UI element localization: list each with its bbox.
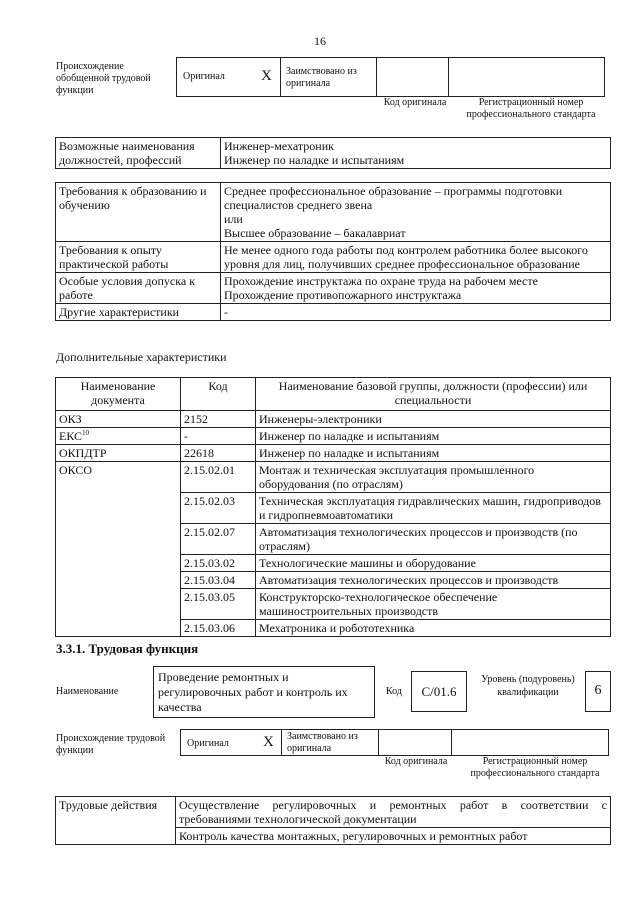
origin-code-caption: Код оригинала bbox=[383, 97, 447, 108]
function-name-label: Наименование bbox=[56, 686, 119, 697]
positions-value bbox=[221, 138, 611, 169]
origin-borrowed-text: Заимствовано из оригинала bbox=[287, 731, 358, 754]
header-code: Код bbox=[181, 378, 256, 411]
function-level-value: 6 bbox=[594, 683, 602, 698]
document-cell bbox=[56, 445, 181, 462]
additional-row bbox=[56, 445, 611, 462]
function-name-cell bbox=[153, 666, 375, 718]
code-cell: 2.15.03.05 bbox=[181, 589, 256, 620]
requirement-line: - bbox=[224, 305, 228, 319]
origin-borrowed-text: Заимствовано из оригинала bbox=[286, 66, 357, 89]
origin-label: Происхождение обобщенной трудовой функции bbox=[56, 61, 151, 96]
additional-header-row bbox=[56, 378, 611, 411]
origin-reg-cell bbox=[451, 729, 609, 756]
additional-table bbox=[55, 377, 611, 637]
name-cell: Техническая эксплуатация гидравлических машин, гидроприводов и гидропневмоавтоматики bbox=[256, 493, 611, 524]
section-title: 3.3.1. Трудовая функция bbox=[56, 641, 199, 656]
origin-original-text: Оригинал bbox=[187, 738, 229, 749]
requirement-label: Другие характеристики bbox=[56, 304, 221, 321]
origin-x-mark: X bbox=[263, 734, 274, 750]
code-cell: 2152 bbox=[181, 411, 256, 428]
name-cell: Технологические машины и оборудование bbox=[256, 555, 611, 572]
requirement-label: Особые условия допуска к работе bbox=[56, 273, 221, 304]
function-name-value: Проведение ремонтных и регулировочных работ и контроль их качества bbox=[158, 670, 348, 714]
document-cell bbox=[56, 462, 181, 637]
function-code-label: Код bbox=[386, 686, 402, 697]
origin-reg-caption: Регистрационный номер профессионального стандарта bbox=[470, 756, 600, 779]
requirement-label: Требования к опыту практической работы bbox=[56, 242, 221, 273]
document-cell bbox=[56, 411, 181, 428]
header-name: Наименование базовой группы, должности (профессии) или специальности bbox=[256, 378, 611, 411]
code-cell: 2.15.03.02 bbox=[181, 555, 256, 572]
origin-reg-caption: Регистрационный номер профессионального стандарта bbox=[466, 97, 596, 120]
function-level-label: Уровень (подуровень) квалификации bbox=[481, 674, 575, 698]
requirement-line: Высшее образование – бакалавриат bbox=[224, 226, 406, 240]
name-cell: Автоматизация технологических процессов и производств (по отраслям) bbox=[256, 524, 611, 555]
name-cell: Монтаж и техническая эксплуатация промышленного оборудования (по отраслям) bbox=[256, 462, 611, 493]
origin-code-cell bbox=[376, 57, 449, 97]
document-name: ОКСО bbox=[59, 463, 93, 477]
requirement-line: Прохождение инструктажа по охране труда на рабочем месте bbox=[224, 274, 538, 288]
position-line: Инженер-мехатроник bbox=[224, 139, 334, 153]
requirement-row bbox=[56, 304, 611, 321]
positions-row bbox=[56, 138, 611, 169]
origin-code-cell bbox=[378, 729, 452, 756]
document-name: ОКПДТР bbox=[59, 446, 107, 460]
requirement-line: Не менее одного года работы под контролем работника более высокого уровня для лиц, получивших среднее профессиональное образование bbox=[224, 243, 588, 271]
page-number: 16 bbox=[314, 34, 326, 48]
actions-table bbox=[55, 796, 611, 845]
document-name: ЕКС bbox=[59, 429, 83, 443]
origin-original-text: Оригинал bbox=[183, 71, 225, 82]
footnote-marker: 10 bbox=[82, 429, 90, 437]
document-cell bbox=[56, 428, 181, 445]
origin-borrowed-cell bbox=[280, 57, 377, 97]
code-cell: 22618 bbox=[181, 445, 256, 462]
origin-original-cell bbox=[176, 57, 281, 97]
header-document: Наименование документа bbox=[56, 378, 181, 411]
action-line: Контроль качества монтажных, регулировочных и ремонтных работ bbox=[176, 828, 611, 845]
function-code-value: С/01.6 bbox=[421, 684, 457, 699]
requirement-value bbox=[221, 273, 611, 304]
code-cell: 2.15.02.03 bbox=[181, 493, 256, 524]
action-line: Осуществление регулировочных и ремонтных работ в соответствии с требованиями технологической документации bbox=[176, 797, 611, 828]
additional-row bbox=[56, 428, 611, 445]
requirement-value bbox=[221, 183, 611, 242]
requirement-label: Требования к образованию и обучению bbox=[56, 183, 221, 242]
code-cell: 2.15.03.06 bbox=[181, 620, 256, 637]
function-level-cell bbox=[585, 671, 611, 712]
requirement-value bbox=[221, 242, 611, 273]
additional-title: Дополнительные характеристики bbox=[56, 350, 227, 364]
origin-borrowed-cell bbox=[281, 729, 379, 756]
function-code-cell bbox=[411, 671, 467, 712]
positions-label: Возможные наименования должностей, профессий bbox=[56, 138, 221, 169]
positions-table bbox=[55, 137, 611, 169]
origin-original-cell bbox=[180, 729, 282, 756]
code-cell: - bbox=[181, 428, 256, 445]
name-cell: Инженер по наладке и испытаниям bbox=[256, 445, 611, 462]
name-cell: Автоматизация технологических процессов и производств bbox=[256, 572, 611, 589]
requirement-row bbox=[56, 242, 611, 273]
code-cell: 2.15.02.07 bbox=[181, 524, 256, 555]
requirement-line: Прохождение противопожарного инструктажа bbox=[224, 288, 462, 302]
actions-label: Трудовые действия bbox=[56, 797, 176, 845]
name-cell: Инженеры-электроники bbox=[256, 411, 611, 428]
origin-x-mark: X bbox=[261, 68, 272, 84]
requirements-table bbox=[55, 182, 611, 321]
origin-code-caption: Код оригинала bbox=[384, 756, 448, 767]
requirement-row bbox=[56, 183, 611, 242]
code-cell: 2.15.02.01 bbox=[181, 462, 256, 493]
code-cell: 2.15.03.04 bbox=[181, 572, 256, 589]
additional-row bbox=[56, 462, 611, 493]
requirement-row bbox=[56, 273, 611, 304]
additional-row bbox=[56, 411, 611, 428]
requirement-value bbox=[221, 304, 611, 321]
requirement-line: Среднее профессиональное образование – программы подготовки специалистов среднего звена bbox=[224, 184, 563, 212]
document-name: ОКЗ bbox=[59, 412, 82, 426]
requirement-line: или bbox=[224, 212, 243, 226]
origin-reg-cell bbox=[448, 57, 605, 97]
origin-label: Происхождение трудовой функции bbox=[56, 733, 166, 756]
name-cell: Конструкторско-технологическое обеспечение машиностроительных производств bbox=[256, 589, 611, 620]
action-row bbox=[56, 797, 611, 828]
name-cell: Мехатроника и робототехника bbox=[256, 620, 611, 637]
position-line: Инженер по наладке и испытаниям bbox=[224, 153, 405, 167]
name-cell: Инженер по наладке и испытаниям bbox=[256, 428, 611, 445]
